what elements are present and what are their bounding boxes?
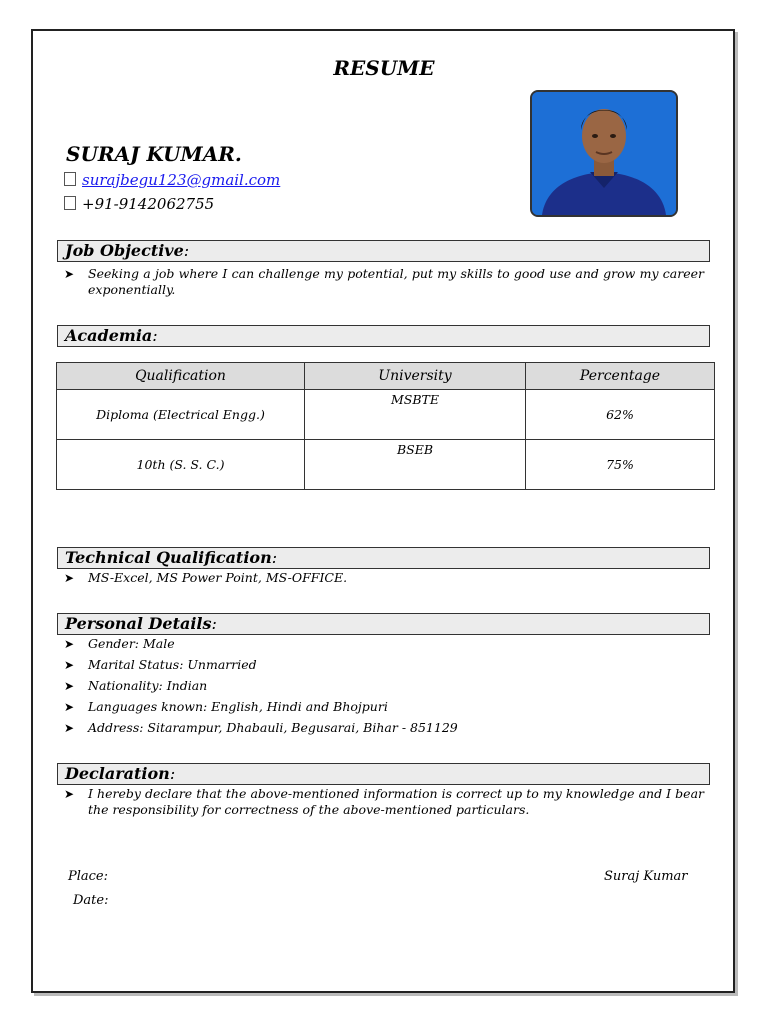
place-label: Place: (68, 869, 109, 884)
arrow-bullet-icon: ➤ (64, 787, 75, 801)
arrow-bullet-icon: ➤ (64, 658, 75, 672)
email-icon (64, 172, 76, 186)
table-row (57, 390, 715, 440)
declaration-list (64, 786, 704, 818)
table-row (57, 440, 715, 490)
table-cell: 75% (526, 440, 715, 490)
table-cell: MSBTE (305, 390, 526, 440)
phone-line (64, 195, 214, 213)
candidate-name: SURAJ KUMAR. (66, 142, 242, 166)
table-cell: 10th (S. S. C.) (57, 440, 305, 490)
list-item: ➤ Gender: Male (64, 636, 175, 651)
arrow-bullet-icon: ➤ (64, 679, 75, 693)
job-objective-heading: Job Objective: (57, 240, 710, 262)
profile-photo (530, 90, 678, 217)
phone-number: +91-9142062755 (82, 195, 215, 213)
personal-details-heading: Personal Details: (57, 613, 710, 635)
list-item: ➤ Nationality: Indian (64, 678, 208, 693)
arrow-bullet-icon: ➤ (64, 721, 75, 735)
column-header: Qualification (57, 363, 305, 390)
column-header: Percentage (526, 363, 715, 390)
list-item: ➤ I hereby declare that the above-mentioned information is correct up to my knowledge and I bear the responsibility for correctness of the above-mentioned particulars. (64, 786, 704, 817)
arrow-bullet-icon: ➤ (64, 637, 75, 651)
academia-table (56, 362, 715, 490)
arrow-bullet-icon: ➤ (64, 700, 75, 714)
academia-heading: Academia: (57, 325, 710, 347)
declaration-heading: Declaration: (57, 763, 710, 785)
arrow-bullet-icon: ➤ (64, 267, 75, 281)
arrow-bullet-icon: ➤ (64, 571, 75, 585)
table-header-row (57, 363, 715, 390)
list-item: ➤ Seeking a job where I can challenge my potential, put my skills to good use and grow my career exponentially. (64, 266, 704, 297)
technical-list (64, 570, 704, 586)
list-item: ➤ Address: Sitarampur, Dhabauli, Begusarai, Bihar - 851129 (64, 720, 458, 735)
personal-details-list (64, 636, 704, 741)
phone-icon (64, 196, 76, 210)
email-line (64, 171, 280, 189)
list-item: ➤ MS-Excel, MS Power Point, MS-OFFICE. (64, 570, 348, 585)
table-cell: 62% (526, 390, 715, 440)
date-label: Date: (73, 893, 109, 908)
job-objective-list (64, 266, 704, 298)
technical-heading: Technical Qualification: (57, 547, 710, 569)
email-link[interactable]: surajbegu123@gmail.com (82, 171, 281, 189)
list-item: ➤ Languages known: English, Hindi and Bhojpuri (64, 699, 388, 714)
table-cell: BSEB (305, 440, 526, 490)
list-item: ➤ Marital Status: Unmarried (64, 657, 257, 672)
table-cell: Diploma (Electrical Engg.) (57, 390, 305, 440)
signature-name: Suraj Kumar (604, 869, 688, 884)
document-title: RESUME (333, 56, 435, 80)
column-header: University (305, 363, 526, 390)
